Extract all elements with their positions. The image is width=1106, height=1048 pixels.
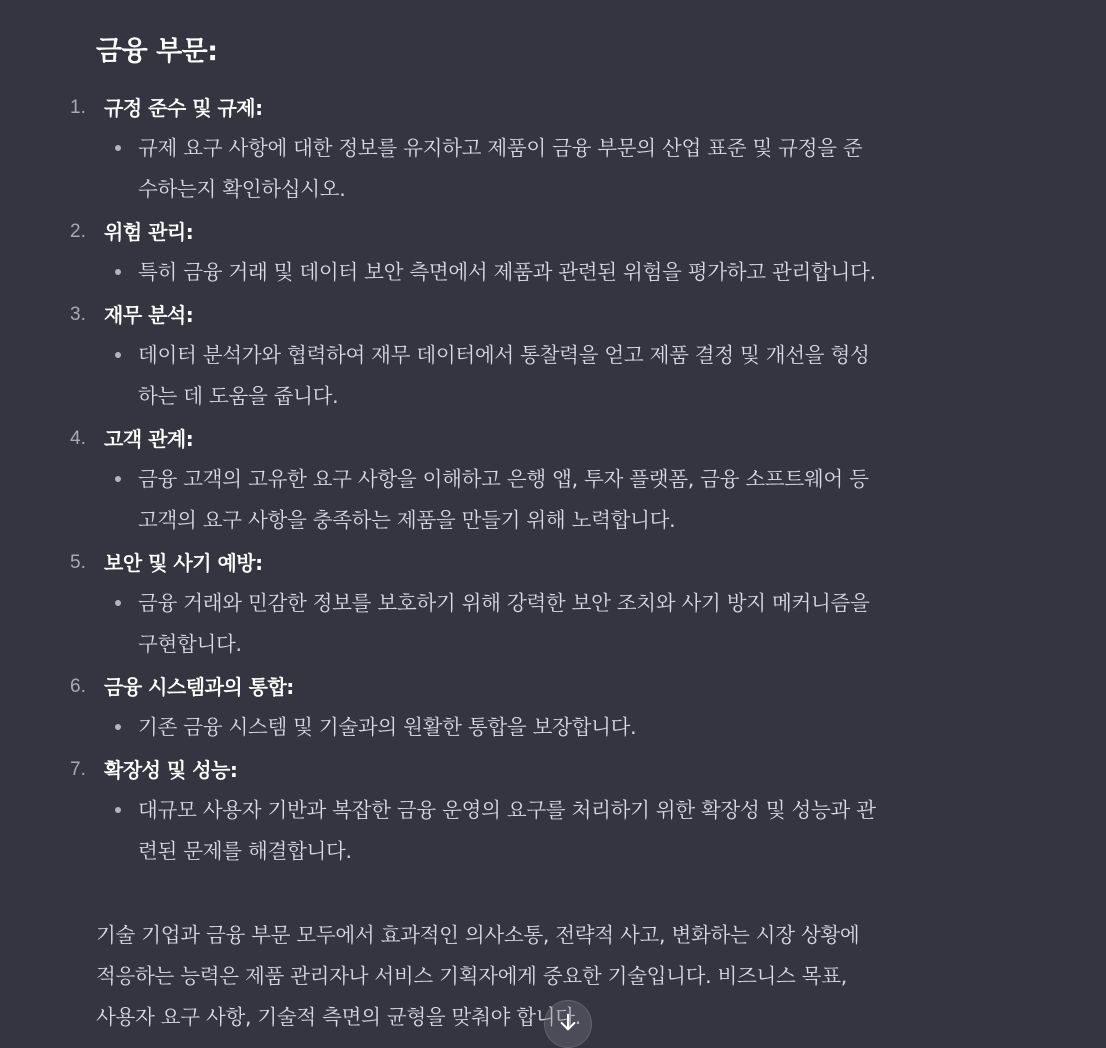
conclusion-paragraph: 기술 기업과 금융 부문 모두에서 효과적인 의사소통, 전략적 사고, 변화하는 시장 상황에 적응하는 능력은 제품 관리자나 서비스 기획자에게 중요한 기술입니다. 비즈니스 목표, 사용자 요구 사항, 기술적 측면의 균형을 맞춰야 합니다.: [96, 923, 860, 1029]
arrow-down-icon: [557, 1011, 579, 1037]
list-item-title: 고객 관계:: [104, 427, 194, 451]
list-item-number: 6.: [70, 676, 86, 697]
list-item-number: 4.: [70, 428, 86, 449]
bullet-text: 특히 금융 거래 및 데이터 보안 측면에서 제품과 관련된 위험을 평가하고 관리합니다.: [0, 252, 1106, 293]
list-item-title: 재무 분석:: [104, 303, 194, 327]
list-item-number: 5.: [70, 552, 86, 573]
list-item: [0, 419, 1106, 541]
section-heading: 금융 부문:: [96, 36, 218, 67]
bullet-icon: [115, 476, 121, 482]
list-item-number: 1.: [70, 97, 86, 118]
bullet-text: 금융 고객의 고유한 요구 사항을 이해하고 은행 앱, 투자 플랫폼, 금융 소프트웨어 등 고객의 요구 사항을 충족하는 제품을 만들기 위해 노력합니다.: [0, 459, 1106, 541]
bullet-text: 기존 금융 시스템 및 기술과의 원활한 통합을 보장합니다.: [0, 707, 1106, 748]
bullet-icon: [115, 807, 121, 813]
bullet-text: 데이터 분석가와 협력하여 재무 데이터에서 통찰력을 얻고 제품 결정 및 개선을 형성 하는 데 도움을 줍니다.: [0, 335, 1106, 417]
list-item-title: 확장성 및 성능:: [104, 758, 238, 782]
bullet-icon: [115, 145, 121, 151]
list-item: [0, 295, 1106, 417]
list-item-number: 7.: [70, 759, 86, 780]
list-item: [0, 212, 1106, 293]
list-item: [0, 88, 1106, 210]
list-item-title: 금융 시스템과의 통합:: [104, 675, 294, 699]
list-item: [0, 667, 1106, 748]
list-item-number: 3.: [70, 304, 86, 325]
list-item-title: 규정 준수 및 규제:: [104, 96, 263, 120]
list-item: [0, 543, 1106, 665]
numbered-list: [0, 88, 1106, 874]
bullet-text: 금융 거래와 민감한 정보를 보호하기 위해 강력한 보안 조치와 사기 방지 메커니즘을 구현합니다.: [0, 583, 1106, 665]
scroll-to-bottom-button[interactable]: [544, 1000, 592, 1048]
bullet-icon: [115, 724, 121, 730]
bullet-text: 규제 요구 사항에 대한 정보를 유지하고 제품이 금융 부문의 산업 표준 및 규정을 준 수하는지 확인하십시오.: [0, 128, 1106, 210]
list-item-title: 보안 및 사기 예방:: [104, 551, 263, 575]
list-item-title: 위험 관리:: [104, 220, 194, 244]
bullet-icon: [115, 600, 121, 606]
list-item: [0, 750, 1106, 872]
list-item-number: 2.: [70, 221, 86, 242]
bullet-text: 대규모 사용자 기반과 복잡한 금융 운영의 요구를 처리하기 위한 확장성 및 성능과 관 련된 문제를 해결합니다.: [0, 790, 1106, 872]
bullet-icon: [115, 352, 121, 358]
bullet-icon: [115, 269, 121, 275]
